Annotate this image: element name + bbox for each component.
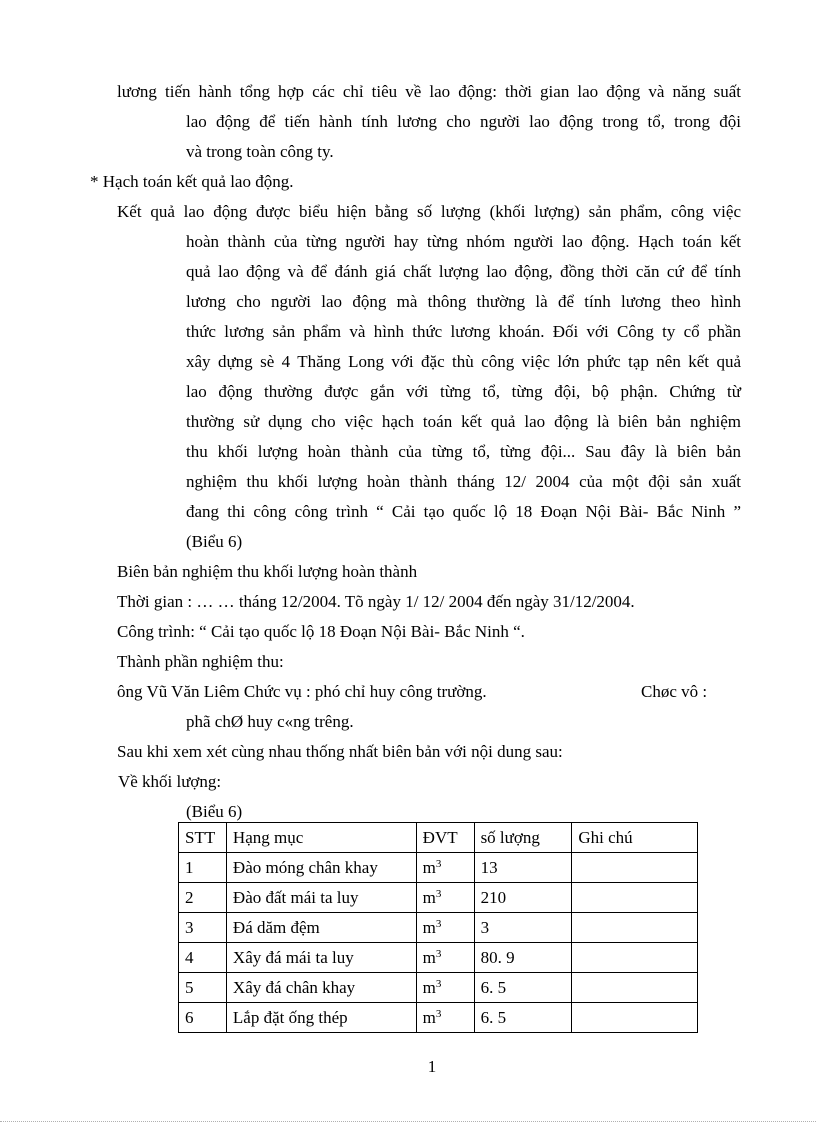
volume-table bbox=[178, 822, 698, 1033]
header-note: Ghi chú bbox=[572, 823, 698, 853]
minutes-member1-tail: Chøc vô : bbox=[641, 682, 708, 701]
cell-stt: 5 bbox=[179, 973, 227, 1003]
cell-item: Đá dăm đệm bbox=[226, 913, 416, 943]
volume-label: Về khối lượng: bbox=[114, 772, 222, 791]
paragraph2-line: thức lương sản phẩm và hình thức lương khoán. Đối với Công ty cổ phần bbox=[186, 322, 741, 341]
cell-qty: 80. 9 bbox=[474, 943, 572, 973]
table-caption: (Biểu 6) bbox=[186, 802, 243, 821]
cell-unit: $m^3$ bbox=[416, 943, 474, 973]
cell-item: Đào móng chân khay bbox=[226, 853, 416, 883]
cell-unit: $m^3$ bbox=[416, 973, 474, 1003]
cell-unit: $m^3$ bbox=[416, 1003, 474, 1033]
header-stt: STT bbox=[179, 823, 227, 853]
bottom-dotted-rule bbox=[0, 1121, 816, 1122]
table-row bbox=[179, 883, 698, 913]
minutes-member1-cont: phã chØ huy c«ng trêng. bbox=[186, 712, 354, 731]
cell-note bbox=[572, 1003, 698, 1033]
cell-unit: $m^3$ bbox=[416, 853, 474, 883]
table-row bbox=[179, 853, 698, 883]
paragraph2-line: quả lao động và để đánh giá chất lượng lao động, đồng thời căn cứ để tính bbox=[186, 262, 741, 281]
table-row bbox=[179, 943, 698, 973]
cell-note bbox=[572, 913, 698, 943]
cell-unit: $m^3$ bbox=[416, 913, 474, 943]
minutes-agreement: Sau khi xem xét cùng nhau thống nhất biên bản với nội dung sau: bbox=[117, 742, 563, 761]
header-unit: ĐVT bbox=[416, 823, 474, 853]
header-qty: số lượng bbox=[474, 823, 572, 853]
cell-note bbox=[572, 853, 698, 883]
table-header-row bbox=[179, 823, 698, 853]
cell-item: Xây đá mái ta luy bbox=[226, 943, 416, 973]
paragraph2-line: thu khối lượng hoàn thành của từng tổ, từng đội... Sau đây là biên bản bbox=[186, 442, 741, 461]
minutes-time: Thời gian : … … tháng 12/2004. Tõ ngày 1/ 12/ 2004 đến ngày 31/12/2004. bbox=[117, 592, 635, 611]
paragraph2-line: hoàn thành của từng người hay từng nhóm người lao động. Hạch toán kết bbox=[186, 232, 741, 251]
paragraph2-line: xây dựng sè 4 Thăng Long với đặc thù công việc lớn phức tạp nên kết quả bbox=[186, 352, 741, 371]
paragraph1-line3: và trong toàn công ty. bbox=[186, 142, 334, 161]
cell-note bbox=[572, 883, 698, 913]
paragraph2-line: lao động thường được gắn với từng tổ, từng đội, bộ phận. Chứng từ bbox=[186, 382, 741, 401]
cell-qty: 210 bbox=[474, 883, 572, 913]
section-heading: * Hạch toán kết quả lao động. bbox=[90, 172, 294, 191]
minutes-member1: ông Vũ Văn Liêm Chức vụ : phó chỉ huy công trường. bbox=[117, 682, 487, 701]
cell-item: Xây đá chân khay bbox=[226, 973, 416, 1003]
minutes-title: Biên bản nghiệm thu khối lượng hoàn thành bbox=[117, 562, 418, 581]
cell-item: Lắp đặt ống thép bbox=[226, 1003, 416, 1033]
paragraph2-line: Kết quả lao động được biểu hiện bằng số lượng (khối lượng) sản phẩm, công việc bbox=[117, 202, 741, 221]
page-number: 1 bbox=[427, 1057, 437, 1076]
paragraph2-line: nghiệm thu khối lượng hoàn thành tháng 12/ 2004 của một đội sản xuất bbox=[186, 472, 741, 491]
cell-note bbox=[572, 943, 698, 973]
cell-stt: 1 bbox=[179, 853, 227, 883]
paragraph1-line1: lương tiến hành tổng hợp các chỉ tiêu về lao động: thời gian lao động và năng suất bbox=[117, 82, 741, 101]
cell-stt: 2 bbox=[179, 883, 227, 913]
cell-stt: 3 bbox=[179, 913, 227, 943]
cell-unit: $m^3$ bbox=[416, 883, 474, 913]
cell-stt: 4 bbox=[179, 943, 227, 973]
minutes-members-label: Thành phần nghiệm thu: bbox=[117, 652, 284, 671]
paragraph2-line: thường sử dụng cho việc hạch toán kết quả lao động là biên bản nghiệm bbox=[186, 412, 741, 431]
cell-item: Đào đất mái ta luy bbox=[226, 883, 416, 913]
paragraph1-line2: lao động để tiến hành tính lương cho người lao động trong tổ, trong đội bbox=[186, 112, 741, 131]
header-item: Hạng mục bbox=[226, 823, 416, 853]
table-row bbox=[179, 1003, 698, 1033]
table-row bbox=[179, 913, 698, 943]
cell-qty: 6. 5 bbox=[474, 973, 572, 1003]
cell-qty: 13 bbox=[474, 853, 572, 883]
paragraph2-line: lương cho người lao động mà thông thường là để tính lương theo hình bbox=[186, 292, 741, 311]
table-row bbox=[179, 973, 698, 1003]
cell-stt: 6 bbox=[179, 1003, 227, 1033]
cell-qty: 3 bbox=[474, 913, 572, 943]
paragraph2-line: (Biểu 6) bbox=[186, 532, 243, 551]
cell-qty: 6. 5 bbox=[474, 1003, 572, 1033]
cell-note bbox=[572, 973, 698, 1003]
paragraph2-line: đang thi công công trình “ Cải tạo quốc lộ 18 Đoạn Nội Bài- Bắc Ninh ” bbox=[186, 502, 741, 521]
minutes-project: Công trình: “ Cải tạo quốc lộ 18 Đoạn Nội Bài- Bắc Ninh “. bbox=[117, 622, 525, 641]
